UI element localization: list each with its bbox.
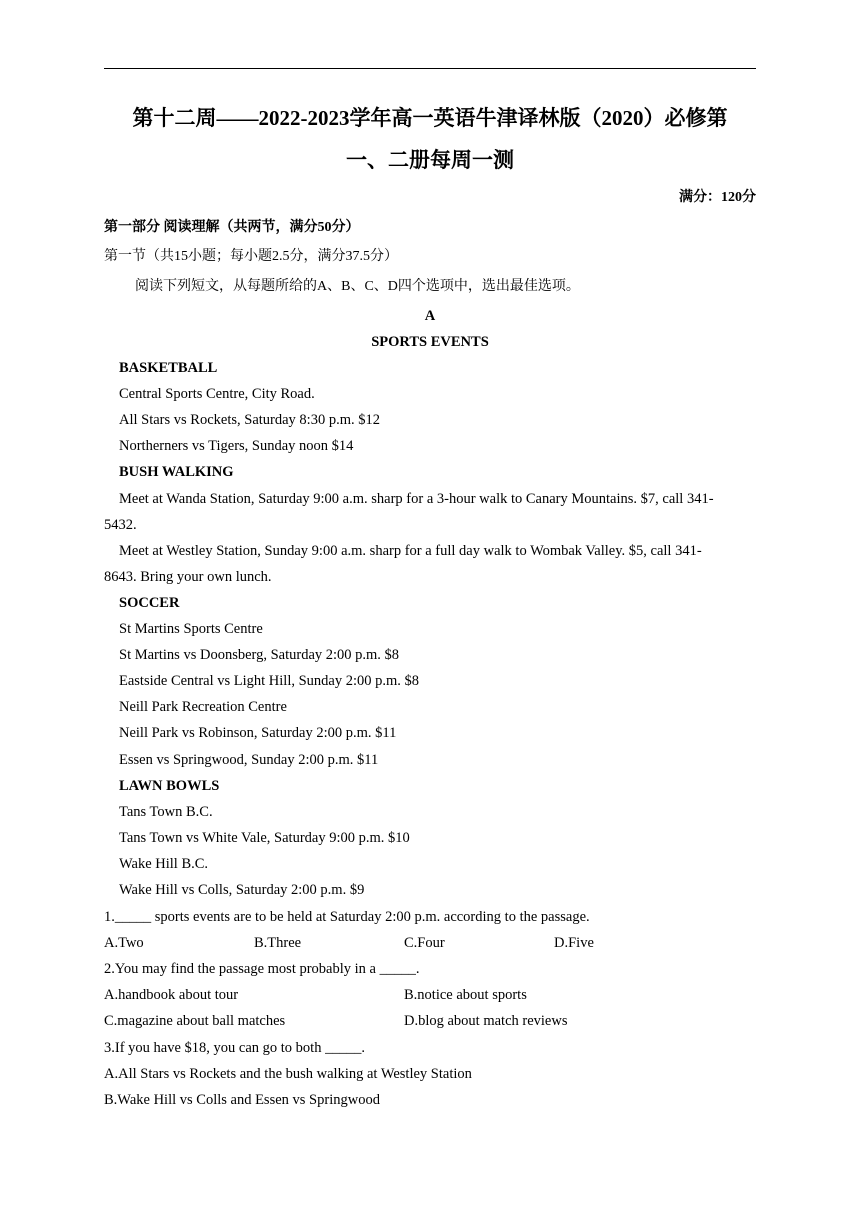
soccer-heading: SOCCER bbox=[119, 595, 180, 611]
question-2-option-d: D.blog about match reviews bbox=[404, 1013, 568, 1029]
soccer-venue: St Martins Sports Centre bbox=[119, 621, 263, 637]
document-title-line2: 一、二册每周一测 bbox=[346, 148, 514, 172]
basketball-game: All Stars vs Rockets, Saturday 8:30 p.m. $12 bbox=[119, 412, 380, 428]
soccer-venue: Neill Park Recreation Centre bbox=[119, 699, 287, 715]
question-1-option-b: B.Three bbox=[254, 935, 302, 951]
soccer-game: Eastside Central vs Light Hill, Sunday 2:00 p.m. $8 bbox=[119, 673, 420, 689]
soccer-game: Essen vs Springwood, Sunday 2:00 p.m. $11 bbox=[119, 752, 379, 768]
lawnbowls-heading: LAWN BOWLS bbox=[119, 778, 220, 794]
soccer-game: Neill Park vs Robinson, Saturday 2:00 p.m. $11 bbox=[119, 725, 397, 741]
subsection-heading: 第一节（共15小题；每小题2.5分，满分37.5分） bbox=[104, 249, 398, 264]
lawnbowls-game: Wake Hill vs Colls, Saturday 2:00 p.m. $9 bbox=[119, 882, 365, 898]
lawnbowls-venue: Tans Town B.C. bbox=[119, 804, 213, 820]
question-1-option-a: A.Two bbox=[104, 935, 144, 951]
part-heading: 第一部分 阅读理解（共两节，满分50分） bbox=[104, 220, 360, 235]
question-2-option-a: A.handbook about tour bbox=[104, 987, 239, 1003]
basketball-game: Northerners vs Tigers, Sunday noon $14 bbox=[119, 438, 354, 454]
question-3-option-a: A.All Stars vs Rockets and the bush walking at Westley Station bbox=[104, 1066, 472, 1082]
question-1-option-d: D.Five bbox=[554, 935, 594, 951]
bushwalking-walk1: Meet at Wanda Station, Saturday 9:00 a.m. sharp for a 3-hour walk to Canary Mountains. $7, call 341- bbox=[119, 491, 714, 507]
question-3-option-b: B.Wake Hill vs Colls and Essen vs Springwood bbox=[104, 1092, 380, 1108]
passage-title: SPORTS EVENTS bbox=[371, 334, 489, 350]
question-2-option-b: B.notice about sports bbox=[404, 987, 527, 1003]
soccer-game: St Martins vs Doonsberg, Saturday 2:00 p.m. $8 bbox=[119, 647, 400, 663]
header-rule bbox=[104, 68, 756, 69]
lawnbowls-game: Tans Town vs White Vale, Saturday 9:00 p.m. $10 bbox=[119, 830, 410, 846]
question-3-stem: 3.If you have $18, you can go to both _____. bbox=[104, 1040, 365, 1056]
bushwalking-walk1-cont: 5432. bbox=[104, 517, 137, 533]
basketball-venue: Central Sports Centre, City Road. bbox=[119, 386, 315, 402]
instruction: 阅读下列短文，从每题所给的A、B、C、D四个选项中，选出最佳选项。 bbox=[135, 279, 580, 294]
bushwalking-walk2: Meet at Westley Station, Sunday 9:00 a.m. sharp for a full day walk to Wombak Valley. $5, call 341- bbox=[119, 543, 702, 559]
question-1-stem: 1._____ sports events are to be held at Saturday 2:00 p.m. according to the passage. bbox=[104, 909, 590, 925]
passage-letter: A bbox=[424, 308, 436, 324]
full-score: 满分：120分 bbox=[679, 190, 756, 205]
question-2-option-c: C.magazine about ball matches bbox=[104, 1013, 286, 1029]
lawnbowls-venue: Wake Hill B.C. bbox=[119, 856, 209, 872]
question-1-option-c: C.Four bbox=[404, 935, 445, 951]
basketball-heading: BASKETBALL bbox=[119, 360, 218, 376]
bushwalking-heading: BUSH WALKING bbox=[119, 464, 234, 480]
bushwalking-walk2-cont: 8643. Bring your own lunch. bbox=[104, 569, 272, 585]
document-title-line1: 第十二周——2022-2023学年高一英语牛津译林版（2020）必修第 bbox=[132, 106, 728, 130]
question-2-stem: 2.You may find the passage most probably in a _____. bbox=[104, 961, 420, 977]
